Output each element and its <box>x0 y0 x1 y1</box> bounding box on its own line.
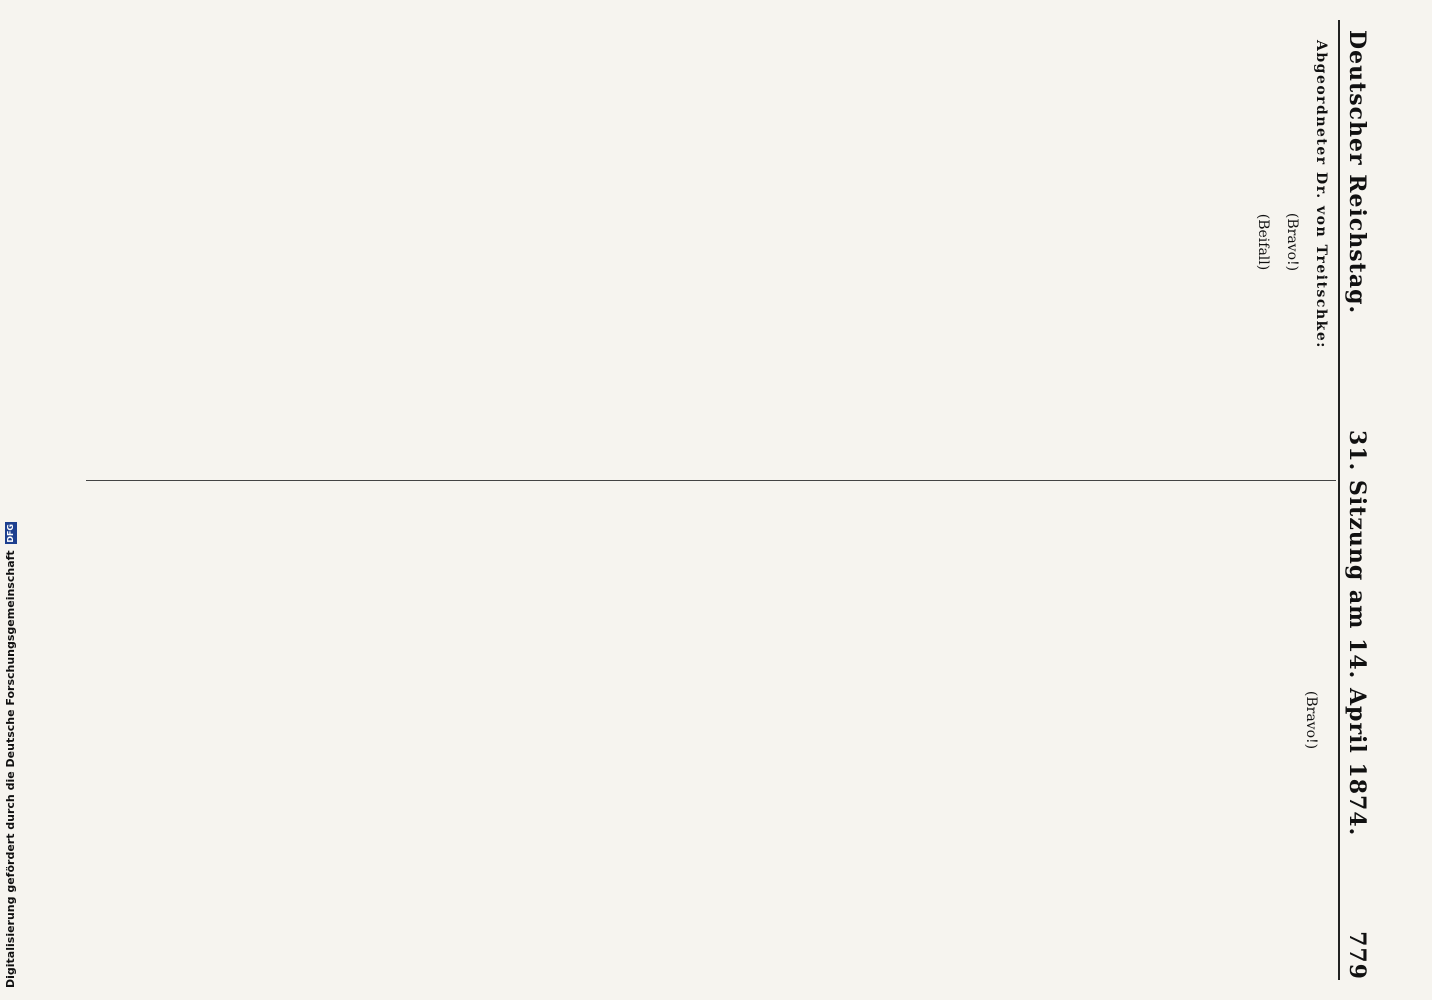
rotated-content <box>72 0 1376 1000</box>
left-column <box>90 22 1330 462</box>
reaction-bravo: (Bravo!) <box>1303 690 1319 750</box>
digitization-credit <box>4 524 20 988</box>
speaker-name: Abgeordneter Dr. von Treitschke: <box>1313 40 1329 349</box>
running-header <box>1342 0 1376 1000</box>
paragraph <box>1311 22 1330 462</box>
credit-text: Digitalisierung gefördert durch die Deutsche Forschungsgemeinschaft <box>4 550 17 988</box>
header-session: 31. Sitzung am 14. April 1874. <box>1344 430 1370 837</box>
dfg-logo: DFG <box>6 524 15 543</box>
page-number: 779 <box>1344 931 1370 980</box>
right-column <box>90 500 1330 940</box>
header-rule <box>1338 20 1340 980</box>
column-divider <box>86 480 1336 481</box>
header-title: Deutscher Reichstag. <box>1344 30 1370 315</box>
reaction-applause: (Beifall) <box>1255 213 1271 271</box>
reaction-bravo: (Bravo!) <box>1284 212 1300 272</box>
